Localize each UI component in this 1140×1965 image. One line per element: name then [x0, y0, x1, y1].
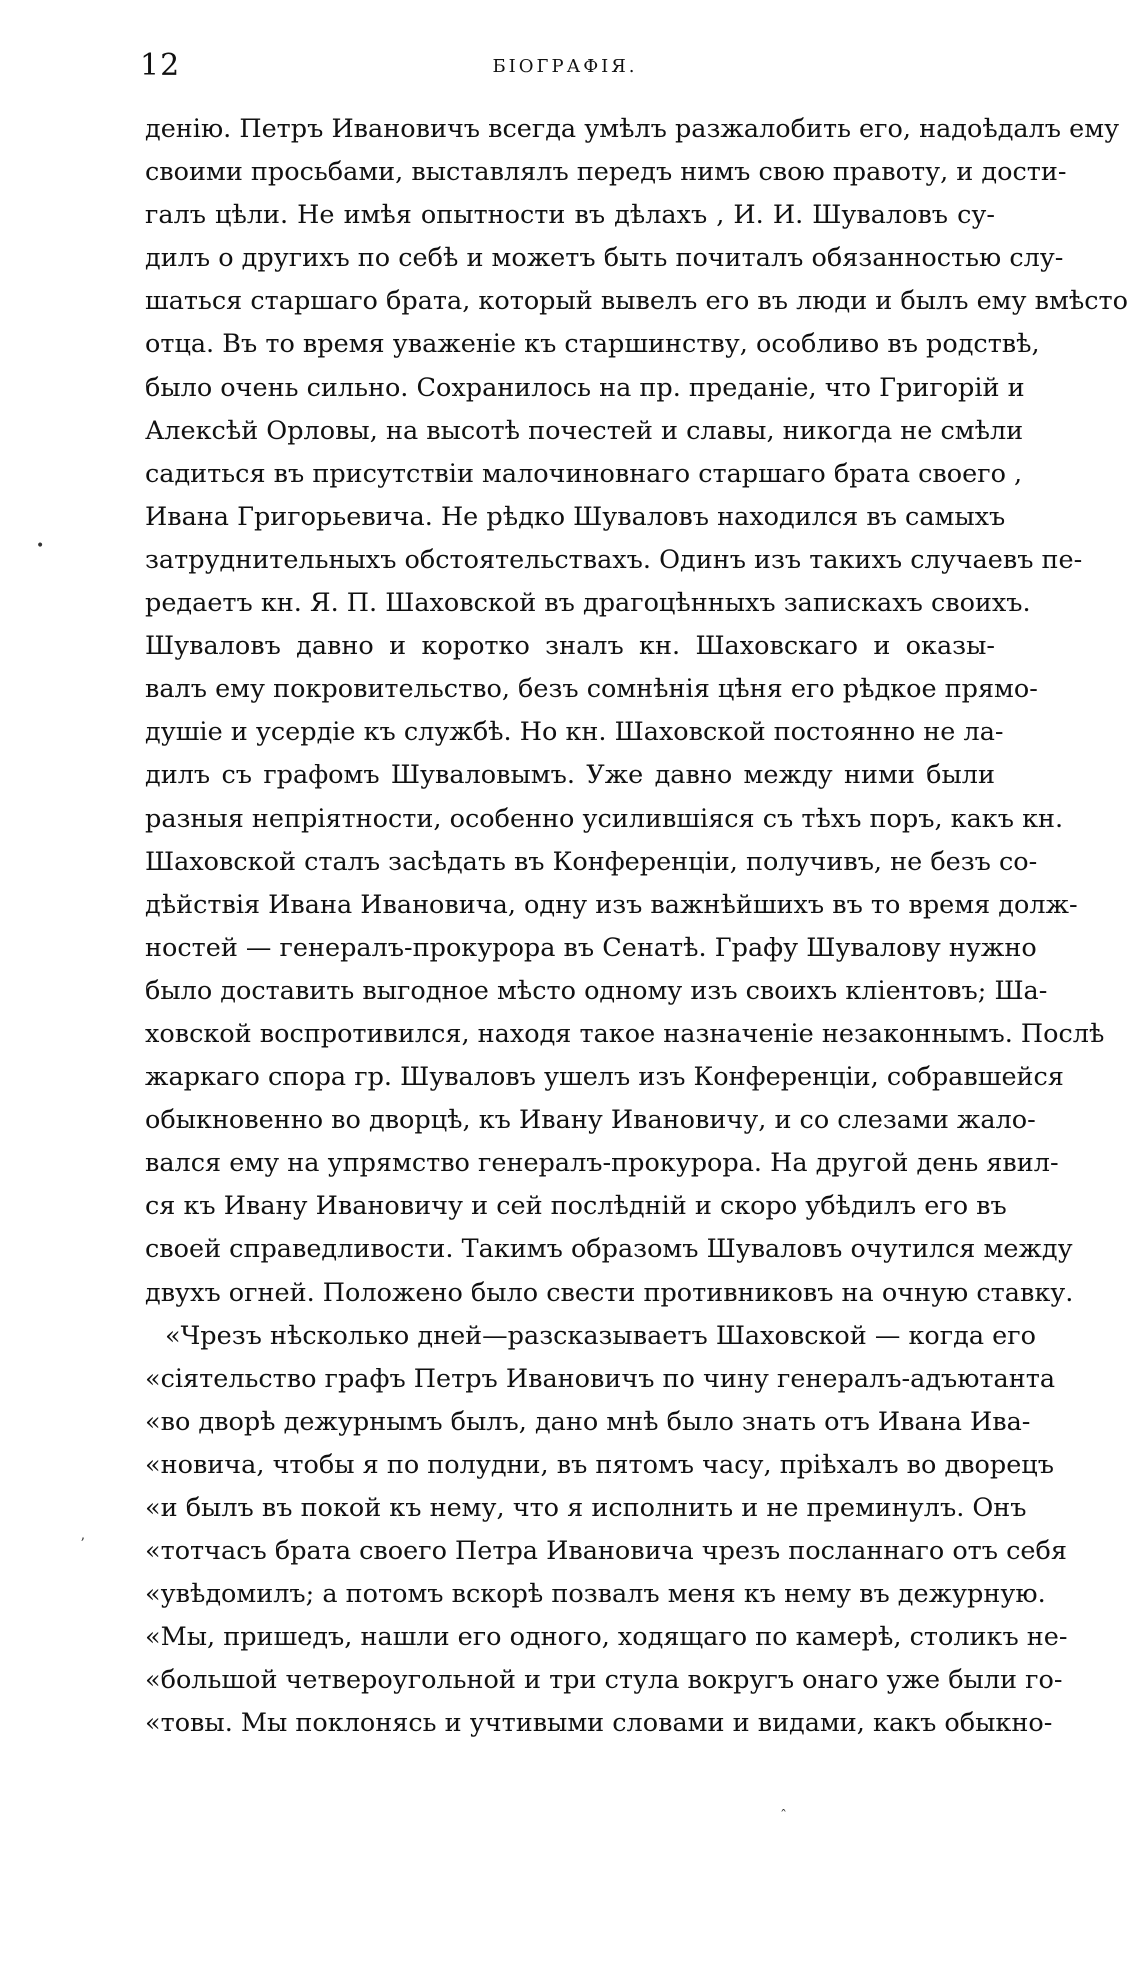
text-line: Шаховской сталъ засѣдать въ Конференціи, получивъ, не безъ со-: [145, 846, 1038, 877]
text-line: дѣйствія Ивана Ивановича, одну изъ важнѣйшихъ въ то время долж-: [145, 889, 1078, 920]
text-line: своими просьбами, выставлялъ передъ нимъ свою правоту, и дости-: [145, 157, 1067, 188]
text-line: ся къ Ивану Ивановичу и сей послѣдній и скоро убѣдилъ его въ: [145, 1191, 1007, 1222]
text-line: душіе и усердіе къ службѣ. Но кн. Шаховской постоянно не ла-: [145, 717, 1004, 748]
text-line: было очень сильно. Сохранилось на пр. преданіе, что Григорій и: [145, 372, 1025, 403]
text-line: ностей — генералъ-прокурора въ Сенатѣ. Графу Шувалову нужно: [145, 932, 1037, 963]
text-line: «Чрезъ нѣсколько дней—разсказываетъ Шаховской — когда его: [165, 1320, 1036, 1351]
text-line: «и былъ въ покой къ нему, что я исполнить и не преминулъ. Онъ: [145, 1493, 1027, 1523]
text-line: разныя непріятности, особенно усилившіяся съ тѣхъ поръ, какъ кн.: [145, 803, 1064, 834]
text-line: Шуваловъ давно и коротко зналъ кн. Шаховскаго и оказы-: [145, 631, 995, 662]
text-line: валъ ему покровительство, безъ сомнѣнія цѣня его рѣдкое прямо-: [145, 674, 1038, 705]
body-text: [145, 108, 1128, 1746]
text-line: галъ цѣли. Не имѣя опытности въ дѣлахъ , И. И. Шуваловъ су-: [145, 200, 995, 231]
text-line: вался ему на упрямство генералъ-прокурора. На другой день явил-: [145, 1148, 1059, 1179]
text-line: «сіятельство графъ Петръ Ивановичъ по чину генералъ-адъютанта: [145, 1363, 1056, 1394]
text-line: «товы. Мы поклонясь и учтивыми словами и видами, какъ обыкно-: [145, 1708, 1053, 1739]
text-line: «во дворѣ дежурнымъ былъ, дано мнѣ было знать отъ Ивана Ива-: [145, 1406, 1031, 1437]
text-line: денію. Петръ Ивановичъ всегда умѣлъ разжалобить его, надоѣдалъ ему: [145, 114, 1120, 144]
running-title: БІОГРАФІЯ.: [492, 56, 638, 77]
text-line: было доставить выгодное мѣсто одному изъ своихъ кліентовъ; Ша-: [145, 975, 1048, 1006]
text-line: ховской воспротивился, находя такое назначеніе незаконнымъ. Послѣ: [145, 1018, 1105, 1049]
text-line: обыкновенно во дворцѣ, къ Ивану Ивановичу, и со слезами жало-: [145, 1105, 1036, 1136]
text-line: своей справедливости. Такимъ образомъ Шуваловъ очутился между: [145, 1234, 1073, 1265]
text-line: Алексѣй Орловы, на высотѣ почестей и славы, никогда не смѣли: [145, 415, 1024, 446]
text-line: шаться старшаго брата, который вывелъ его въ люди и былъ ему вмѣсто: [145, 286, 1128, 317]
scan-speck: ˆ: [780, 1808, 787, 1824]
text-line: «тотчасъ брата своего Петра Ивановича чрезъ посланнаго отъ себя: [145, 1536, 1067, 1567]
text-line: «новича, чтобы я по полудни, въ пятомъ часу, пріѣхалъ во дворецъ: [145, 1449, 1054, 1480]
text-line: Ивана Григорьевича. Не рѣдко Шуваловъ находился въ самыхъ: [145, 501, 1006, 532]
page-header: [140, 48, 990, 88]
text-line: «Мы, пришедъ, нашли его одного, ходящаго по камерѣ, столикъ не-: [145, 1622, 1068, 1653]
text-line: дилъ съ графомъ Шуваловымъ. Уже давно между ними были: [145, 760, 995, 791]
text-line: садиться въ присутствіи малочиновнаго старшаго брата своего ,: [145, 458, 1023, 489]
text-line: «большой четвероугольной и три стула вокругъ онаго уже были го-: [145, 1665, 1063, 1696]
scan-speck: •: [36, 538, 45, 554]
text-line: двухъ огней. Положено было свести противниковъ на очную ставку.: [145, 1277, 1074, 1308]
page-number: 12: [140, 48, 181, 83]
text-line: редаетъ кн. Я. П. Шаховской въ драгоцѣнныхъ запискахъ своихъ.: [145, 588, 1031, 619]
text-line: жаркаго спора гр. Шуваловъ ушелъ изъ Конференціи, собравшейся: [145, 1062, 1064, 1093]
text-line: затруднительныхъ обстоятельствахъ. Одинъ изъ такихъ случаевъ пе-: [145, 544, 1083, 575]
text-line: отца. Въ то время уваженіе къ старшинству, особливо въ родствѣ,: [145, 329, 1040, 360]
scan-speck: ʼ: [80, 1536, 85, 1552]
text-line: дилъ о другихъ по себѣ и можетъ быть почиталъ обязанностью слу-: [145, 243, 1064, 274]
text-line: «увѣдомилъ; а потомъ вскорѣ позвалъ меня къ нему въ дежурную.: [145, 1579, 1046, 1610]
